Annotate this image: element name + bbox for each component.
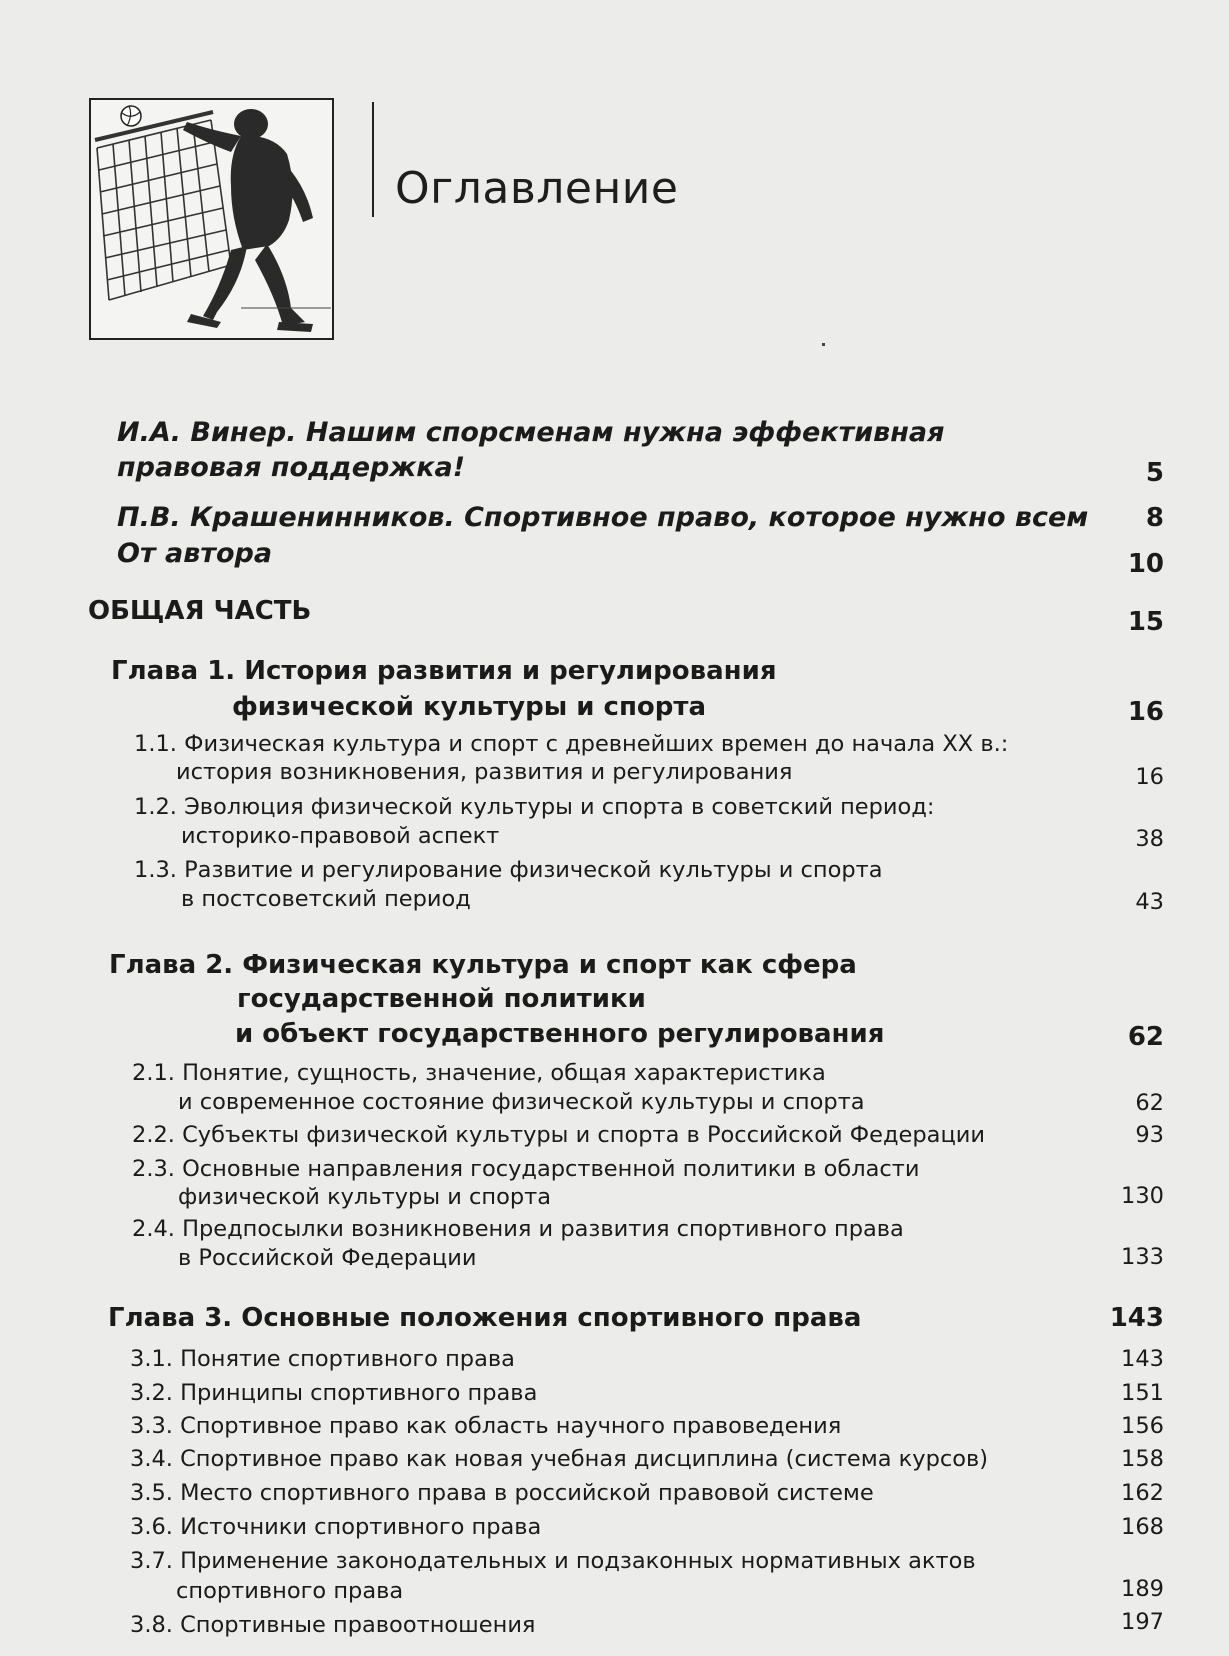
toc-entry-foreword-1-line1[interactable]: И.А. Винер. Нашим спорсменам нужна эффективная [117, 417, 945, 448]
toc-section-2-4-line1[interactable]: 2.4. Предпосылки возникновения и развития спортивного права [132, 1216, 904, 1242]
toc-page-section-3-4: 158 [1121, 1446, 1164, 1472]
toc-page-part-general: 15 [1127, 607, 1164, 637]
toc-chapter-2-line1[interactable]: Глава 2. Физическая культура и спорт как сфера [109, 950, 857, 980]
toc-section-3-7-line2[interactable]: спортивного права [176, 1578, 404, 1604]
toc-chapter-2-line3[interactable]: и объект государственного регулирования [235, 1019, 885, 1049]
toc-page-foreword-1: 5 [1145, 458, 1164, 488]
toc-section-2-2[interactable]: 2.2. Субъекты физической культуры и спорта в Российской Федерации [132, 1122, 986, 1148]
toc-entry-foreword-1-line2[interactable]: правовая поддержка! [117, 452, 466, 483]
toc-page-section-3-8: 197 [1121, 1609, 1164, 1635]
toc-page-section-1-2: 38 [1135, 826, 1164, 852]
toc-page-section-3-2: 151 [1121, 1380, 1164, 1406]
toc-page-chapter-1: 16 [1127, 697, 1164, 727]
toc-section-3-7-line1[interactable]: 3.7. Применение законодательных и подзаконных нормативных актов [130, 1548, 976, 1574]
toc-page-author-preface: 10 [1127, 549, 1164, 579]
toc-page-section-1-3: 43 [1135, 889, 1164, 915]
toc-chapter-3[interactable]: Глава 3. Основные положения спортивного права [108, 1303, 862, 1333]
toc-page-chapter-3: 143 [1109, 1303, 1164, 1333]
toc-page-section-2-4: 133 [1121, 1244, 1164, 1270]
toc-section-2-1-line1[interactable]: 2.1. Понятие, сущность, значение, общая характеристика [132, 1060, 826, 1086]
toc-page-section-2-2: 93 [1135, 1122, 1164, 1148]
title-divider [372, 102, 374, 217]
toc-section-1-1-line1[interactable]: 1.1. Физическая культура и спорт с древнейших времен до начала XX в.: [134, 731, 1009, 757]
toc-section-2-4-line2[interactable]: в Российской Федерации [178, 1245, 477, 1271]
volleyball-net-icon [91, 100, 332, 338]
toc-chapter-1-line1[interactable]: Глава 1. История развития и регулирования [111, 656, 777, 686]
toc-page-section-3-3: 156 [1121, 1413, 1164, 1439]
toc-section-1-3-line2[interactable]: в постсоветский период [181, 886, 471, 912]
toc-section-3-4[interactable]: 3.4. Спортивное право как новая учебная дисциплина (система курсов) [130, 1446, 989, 1472]
toc-page-section-3-1: 143 [1121, 1346, 1164, 1372]
toc-page-section-3-5: 162 [1121, 1480, 1164, 1506]
toc-section-1-2-line1[interactable]: 1.2. Эволюция физической культуры и спорта в советский период: [134, 794, 935, 820]
toc-section-3-2[interactable]: 3.2. Принципы спортивного права [130, 1380, 538, 1406]
toc-section-3-1[interactable]: 3.1. Понятие спортивного права [130, 1346, 515, 1372]
toc-page-section-2-1: 62 [1135, 1090, 1164, 1116]
toc-entry-author-preface[interactable]: От автора [117, 538, 273, 569]
toc-section-1-3-line1[interactable]: 1.3. Развитие и регулирование физической культуры и спорта [134, 857, 883, 883]
toc-page-section-3-6: 168 [1121, 1514, 1164, 1540]
toc-page-section-2-3: 130 [1121, 1183, 1164, 1209]
toc-page-section-3-7: 189 [1121, 1576, 1164, 1602]
toc-chapter-2-line2[interactable]: государственной политики [237, 984, 646, 1014]
toc-section-2-1-line2[interactable]: и современное состояние физической культуры и спорта [178, 1089, 865, 1115]
toc-page-chapter-2: 62 [1127, 1022, 1164, 1052]
toc-section-2-3-line2[interactable]: физической культуры и спорта [178, 1184, 552, 1210]
toc-page-foreword-2: 8 [1145, 503, 1164, 533]
toc-section-3-3[interactable]: 3.3. Спортивное право как область научного правоведения [130, 1413, 842, 1439]
toc-section-1-1-line2[interactable]: история возникновения, развития и регулирования [176, 759, 793, 785]
toc-section-3-8[interactable]: 3.8. Спортивные правоотношения [130, 1612, 536, 1638]
toc-section-3-5[interactable]: 3.5. Место спортивного права в российской правовой системе [130, 1480, 874, 1506]
toc-section-2-3-line1[interactable]: 2.3. Основные направления государственной политики в области [132, 1156, 920, 1182]
page-title: Оглавление [395, 163, 679, 214]
toc-part-general[interactable]: ОБЩАЯ ЧАСТЬ [88, 596, 312, 626]
toc-entry-foreword-2[interactable]: П.В. Крашенинников. Спортивное право, которое нужно всем [117, 502, 1089, 533]
toc-chapter-1-line2[interactable]: физической культуры и спорта [232, 692, 707, 722]
toc-section-1-2-line2[interactable]: историко-правовой аспект [181, 823, 500, 849]
toc-page-section-1-1: 16 [1135, 764, 1164, 790]
toc-section-3-6[interactable]: 3.6. Источники спортивного права [130, 1514, 542, 1540]
volleyball-player-logo [89, 98, 334, 340]
decorative-dot [822, 343, 825, 346]
